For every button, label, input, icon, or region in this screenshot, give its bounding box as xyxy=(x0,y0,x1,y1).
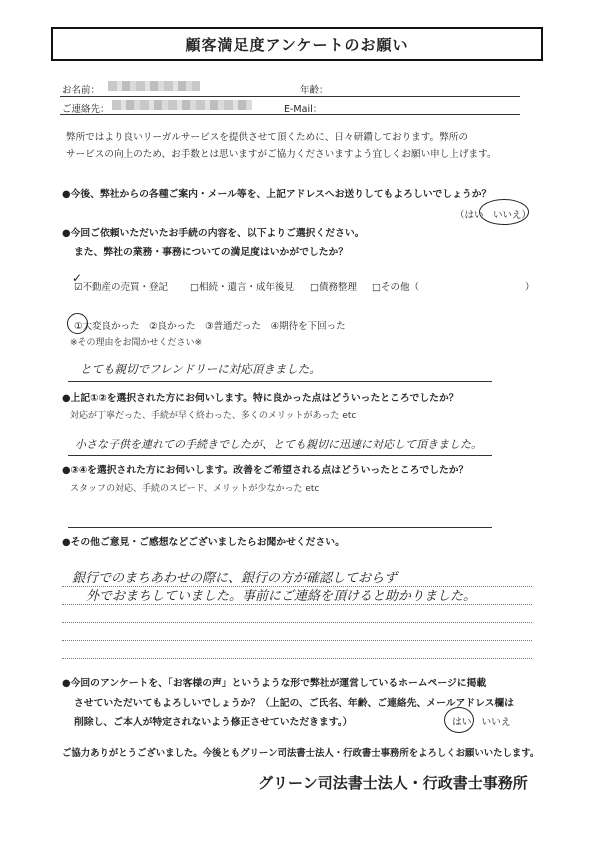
contact-email-underline xyxy=(60,114,520,115)
question-publish-line-2: させていただいてもよろしいでしょうか？（上記の、ご氏名、年齢、ご連絡先、メールアドレス欄は xyxy=(74,698,514,709)
question-service-type: ●今回ご依頼いただいたお手続の内容を、以下よりご選択ください。 xyxy=(62,228,365,239)
thanks-message: ご協力ありがとうございました。今後ともグリーン司法書士法人・行政書士事務所をよろしくお願いいたします。 xyxy=(62,748,540,759)
category-other-close: ） xyxy=(525,282,535,293)
iie-circle-mark xyxy=(479,199,529,225)
good-points-hint: 対応が丁寧だった、手続が早く終わった、多くのメリットがあった etc xyxy=(70,411,357,421)
contact-redacted xyxy=(112,100,252,110)
question-satisfaction: また、弊社の業務・事務についての満足度はいかがでしたか？ xyxy=(74,247,349,258)
question-good-points: ●上記①②を選択された方にお伺いします。特に良かった点はどういったところでしたか？ xyxy=(62,393,459,404)
name-age-underline xyxy=(60,96,520,97)
name-label: お名前： xyxy=(62,85,101,96)
age-label: 年齢： xyxy=(300,85,329,96)
question-publish-line-1: ●今回のアンケートを、「お客様の声」というような形で弊社が運営しているホームページに掲載 xyxy=(62,678,487,689)
comments-answer-line-2: 外でおまちしていました。事前にご連絡を頂けると助かりました。 xyxy=(86,589,477,604)
category-inheritance[interactable]: □相続・遺言・成年後見 xyxy=(190,282,294,293)
question-comments: ●その他ご意見・ご感想などございましたらお聞かせください。 xyxy=(62,537,345,548)
question-publish-line-3: 削除し、ご本人が特定されないよう修正させていただきます。） xyxy=(74,717,353,728)
good-points-answer: 小さな子供を連れての手続きでしたが、とても親切に迅速に対応して頂きました。 xyxy=(75,438,482,451)
comments-line-4 xyxy=(62,640,532,641)
category-other[interactable]: □その他（ xyxy=(372,282,419,293)
email-consent-answer: （はい いいえ） xyxy=(455,210,532,221)
contact-label: ご連絡先： xyxy=(62,104,110,115)
check-mark-icon: ✓ xyxy=(72,271,83,285)
hai-circle-mark xyxy=(444,707,474,733)
page-title: 顧客満足度アンケートのお願い xyxy=(51,27,543,61)
publish-answer[interactable]: はい いいえ xyxy=(452,717,511,728)
category-real-estate[interactable]: ☑不動産の売買・登記 xyxy=(74,282,169,293)
comments-answer-line-1: 銀行でのまちあわせの際に、銀行の方が確認しておらず xyxy=(72,571,398,586)
name-redacted xyxy=(108,81,200,91)
question-email-consent: ●今後、弊社からの各種ご案内・メール等を、上記アドレスへお送りしてもよろしいでしょうか？ xyxy=(62,189,492,200)
firm-name: グリーン司法書士法人・行政書士事務所 xyxy=(258,774,528,792)
comments-line-3 xyxy=(62,622,532,623)
reason-prompt: ※その理由をお聞かせください※ xyxy=(70,338,203,348)
improvements-underline xyxy=(68,527,492,528)
comments-line-2 xyxy=(62,604,532,605)
category-debt[interactable]: □債務整理 xyxy=(310,282,357,293)
satisfaction-ratings[interactable]: ①大変良かった ②良かった ③普通だった ④期待を下回った xyxy=(74,321,346,332)
intro-line-2: サービスの向上のため、お手数とは思いますがご協力くださいますよう宜しくお願い申し上げます。 xyxy=(66,149,497,160)
improvements-hint: スタッフの対応、手続のスピード、メリットが少なかった etc xyxy=(70,484,320,494)
comments-line-5 xyxy=(62,658,532,659)
intro-line-1: 弊所ではより良いリーガルサービスを提供させて頂くために、日々研鑽しております。弊所の xyxy=(66,132,468,143)
reason-answer: とても親切でフレンドリーに対応頂きました。 xyxy=(80,362,321,376)
good-points-underline xyxy=(68,455,492,456)
reason-underline xyxy=(68,381,492,382)
rating-1-circle-mark xyxy=(67,313,88,334)
email-label: E-Mail： xyxy=(284,104,323,115)
question-improvements: ●③④を選択された方にお伺いします。改善をご希望される点はどういったところでしたか？ xyxy=(62,465,469,476)
